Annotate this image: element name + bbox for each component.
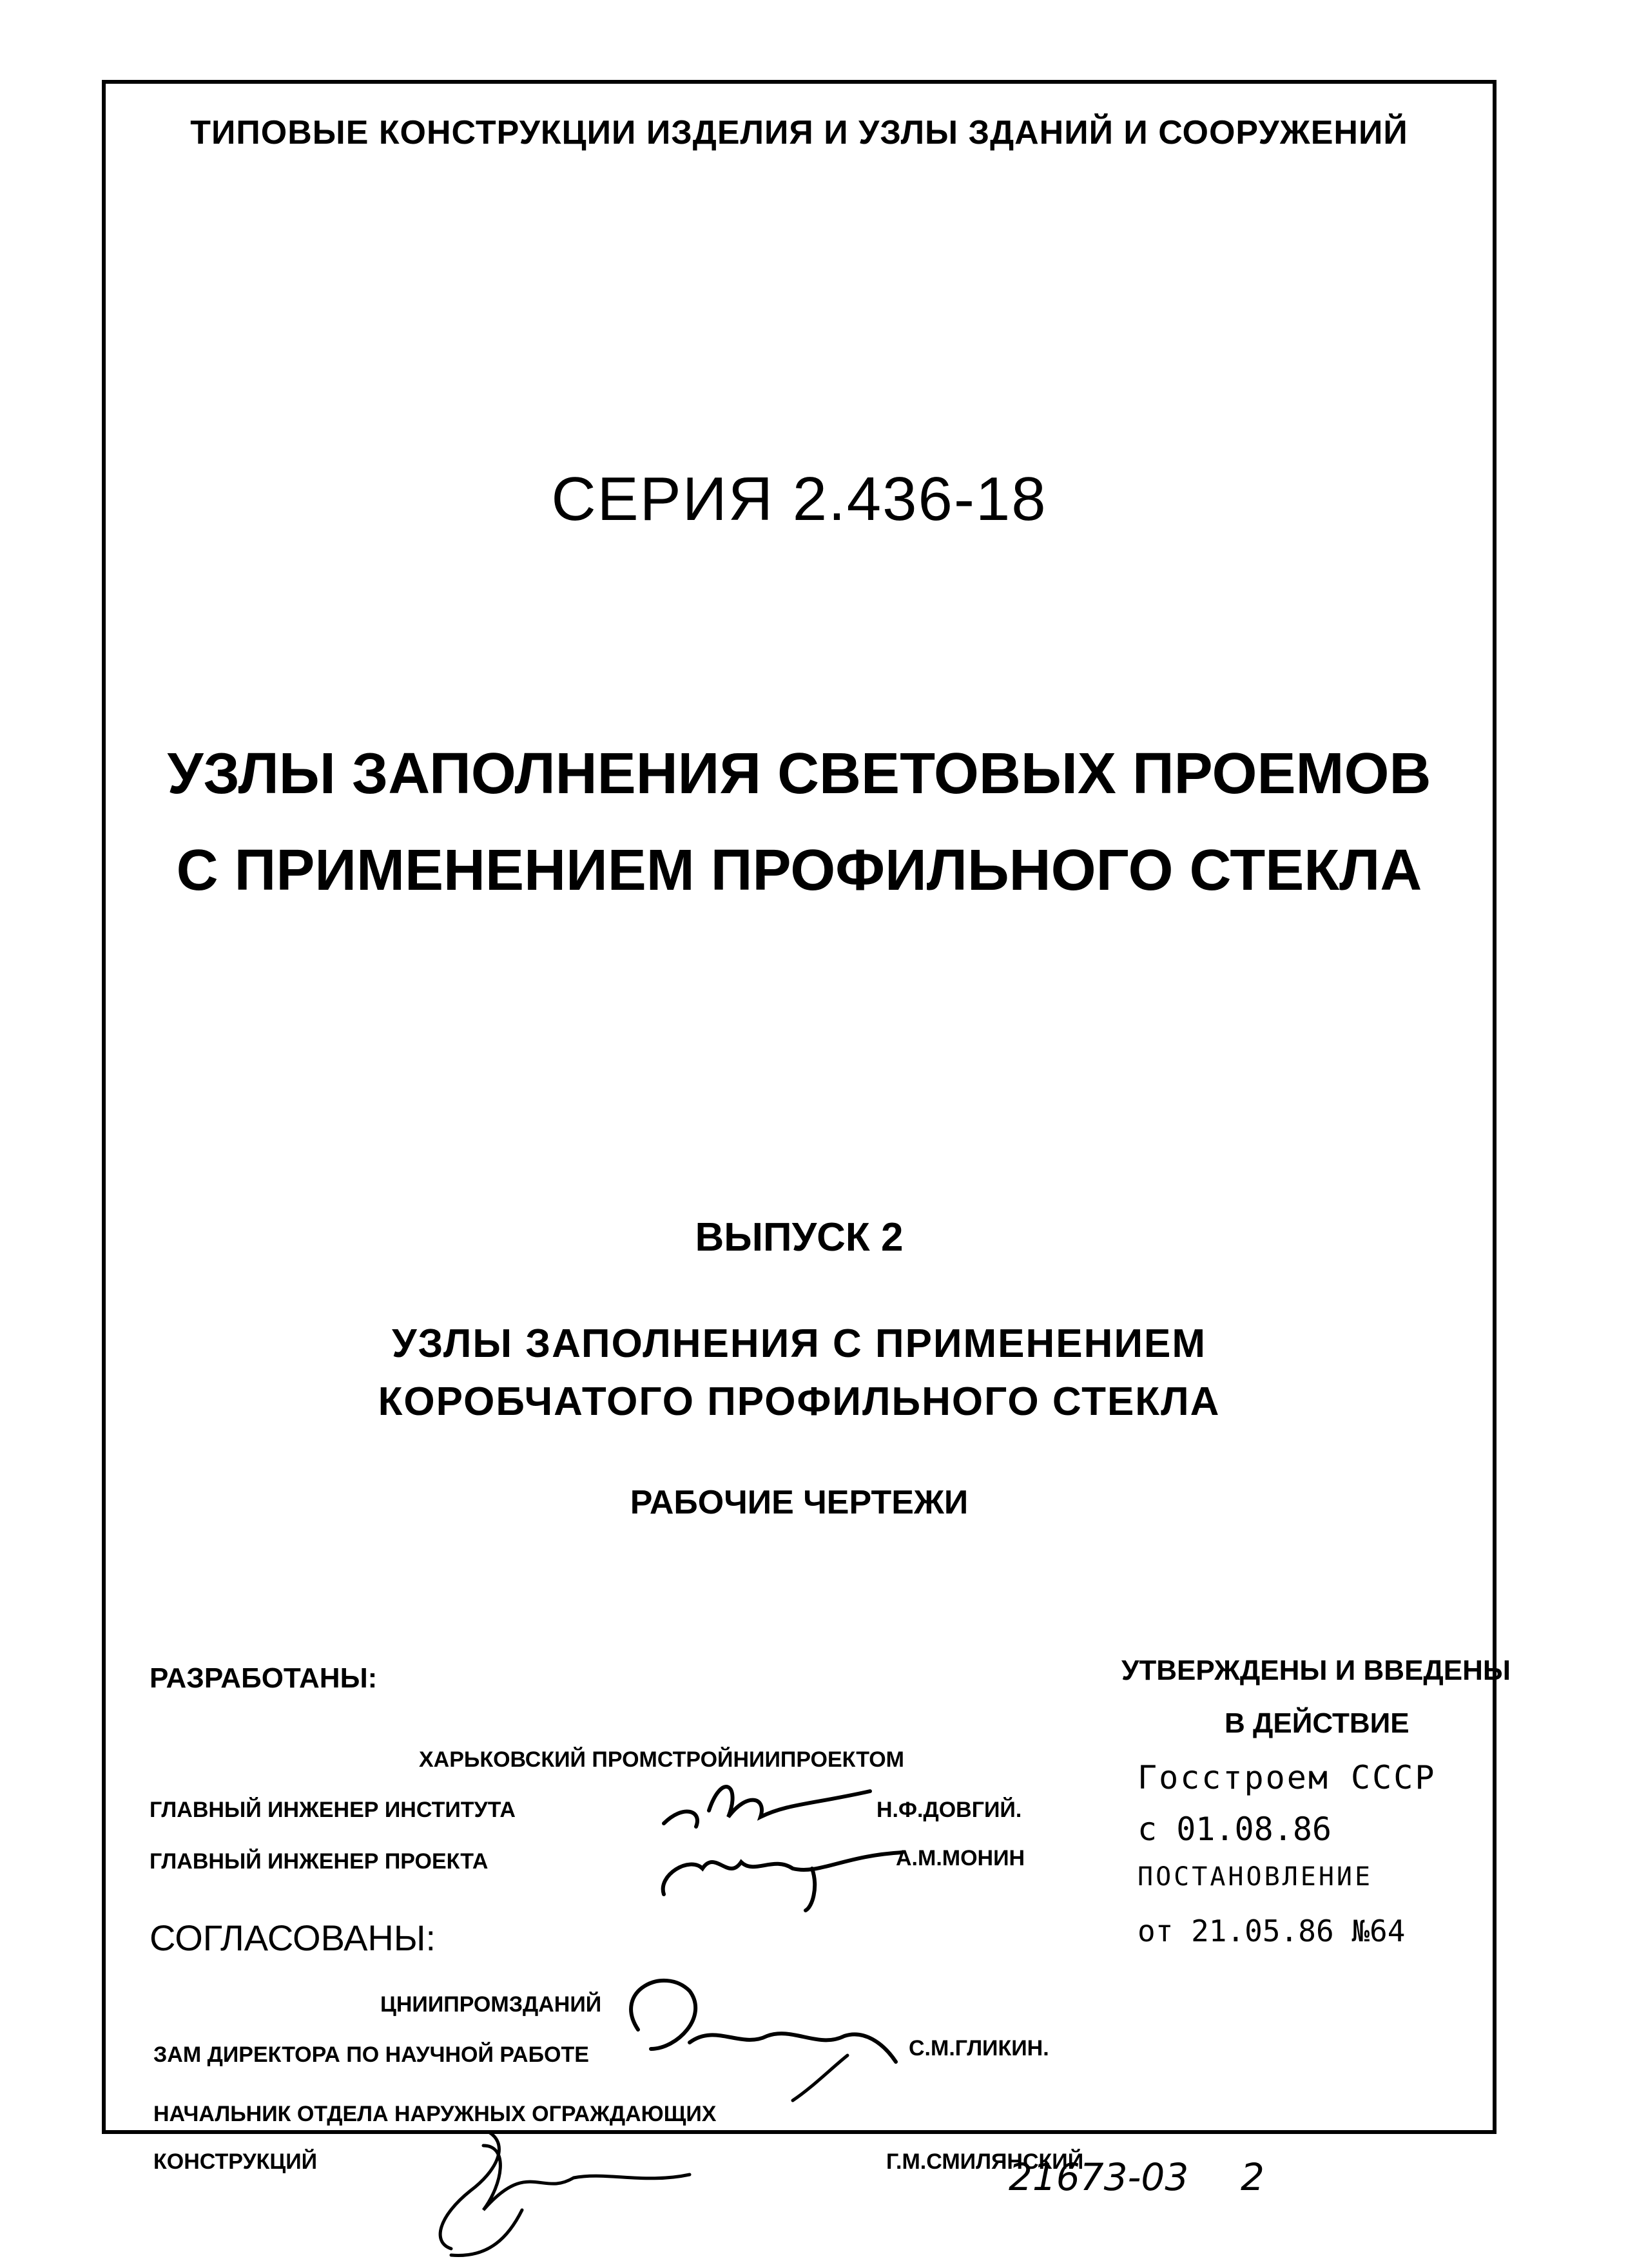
- agreed-org: ЦНИИПРОМЗДАНИЙ: [380, 1992, 602, 2017]
- issue-subtitle-line-2: КОРОБЧАТОГО ПРОФИЛЬНОГО СТЕКЛА: [378, 1379, 1221, 1424]
- drawing-kind: РАБОЧИЕ ЧЕРТЕЖИ: [630, 1484, 969, 1521]
- agreed-role-2-line-1: НАЧАЛЬНИК ОТДЕЛА НАРУЖНЫХ ОГРАЖДАЮЩИХ: [153, 2102, 717, 2126]
- signature-chief-engineer-project: [651, 1830, 909, 1914]
- series-title: СЕРИЯ 2.436-18: [551, 465, 1047, 533]
- developed-name-1: Н.Ф.ДОВГИЙ.: [877, 1798, 1022, 1822]
- sheet-number: 2: [1241, 2155, 1264, 2199]
- developed-heading: РАЗРАБОТАНЫ:: [150, 1662, 378, 1694]
- approved-date: с 01.08.86: [1138, 1811, 1332, 1848]
- approved-body: Госстроем СССР: [1138, 1759, 1437, 1796]
- developed-role-2: ГЛАВНЫЙ ИНЖЕНЕР ПРОЕКТА: [150, 1849, 489, 1874]
- approved-heading-line-2: В ДЕЙСТВИЕ: [1225, 1707, 1409, 1739]
- agreed-heading: СОГЛАСОВАНЫ:: [150, 1917, 436, 1958]
- main-title-line-1: УЗЛЫ ЗАПОЛНЕНИЯ СВЕТОВЫХ ПРОЕМОВ: [167, 742, 1431, 806]
- developed-org: ХАРЬКОВСКИЙ ПРОМСТРОЙНИИПРОЕКТОМ: [419, 1747, 904, 1772]
- approved-heading-line-1: УТВЕРЖДЕНЫ И ВВЕДЕНЫ: [1121, 1655, 1511, 1686]
- main-title-line-2: С ПРИМЕНЕНИЕМ ПРОФИЛЬНОГО СТЕКЛА: [176, 838, 1422, 903]
- approved-decree-ref: от 21.05.86 №64: [1138, 1914, 1406, 1948]
- agreed-name-2: Г.М.СМИЛЯНСКИЙ: [886, 2149, 1084, 2174]
- signature-stroke: [786, 2049, 851, 2107]
- signature-department-head: [412, 2120, 696, 2268]
- issue-label: ВЫПУСК 2: [695, 1215, 904, 1260]
- document-number: 21673-03: [1009, 2155, 1189, 2199]
- collection-title: ТИПОВЫЕ КОНСТРУКЦИИ ИЗДЕЛИЯ И УЗЛЫ ЗДАНИЙ И СООРУЖЕНИЙ: [190, 114, 1408, 151]
- issue-subtitle-line-1: УЗЛЫ ЗАПОЛНЕНИЯ С ПРИМЕНЕНИЕМ: [391, 1321, 1207, 1366]
- developed-name-2: А.М.МОНИН: [896, 1846, 1025, 1870]
- agreed-role-2-line-2: КОНСТРУКЦИЙ: [153, 2149, 318, 2174]
- developed-role-1: ГЛАВНЫЙ ИНЖЕНЕР ИНСТИТУТА: [150, 1798, 516, 1822]
- approved-decree: ПОСТАНОВЛЕНИЕ: [1138, 1862, 1373, 1892]
- agreed-role-1: ЗАМ ДИРЕКТОРА ПО НАУЧНОЙ РАБОТЕ: [153, 2042, 589, 2067]
- agreed-name-1: С.М.ГЛИКИН.: [909, 2036, 1049, 2061]
- signature-deputy-director: [612, 1965, 902, 2075]
